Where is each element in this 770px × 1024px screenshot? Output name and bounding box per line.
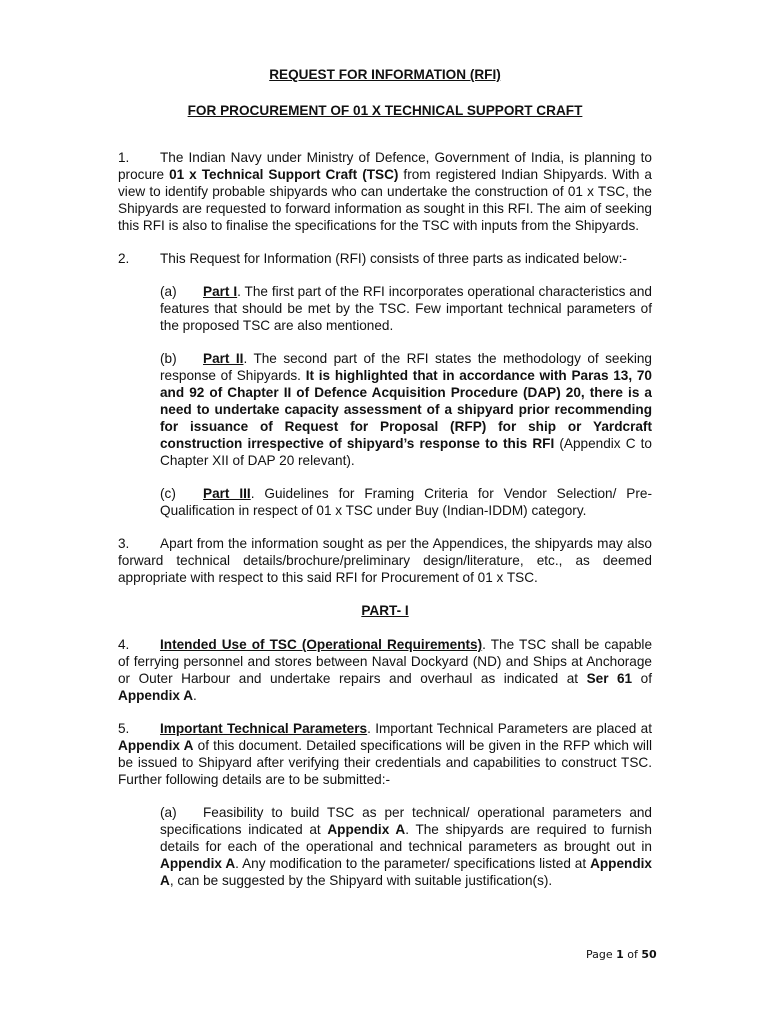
paragraph-4: 4. Intended Use of TSC (Operational Requirements). The TSC shall be capable of ferrying personnel and stores between Naval Dockyard (ND) and Ships at Anchorage or Outer Harbour and undertake repairs and overhaul as indicated at Ser 61 of Appendix A. xyxy=(118,637,653,703)
paragraph-1: 1. The Indian Navy under Ministry of Defence, Government of India, is planning to procure 01 x Technical Support Craft (TSC) from registered Indian Shipyards. With a view to identify probable shipyards who can undertake the construction of 01 x TSC, the Shipyards are requested to forward information as sought in this RFI. The aim of seeking this RFI is also to finalise the specifications for the TSC with inputs from the Shipyards. xyxy=(118,150,652,233)
current-page: 1 xyxy=(616,948,624,961)
subparagraph-2b: (b) Part II. The second part of the RFI states the methodology of seeking response of Shipyards. It is highlighted that in accordance with Paras 13, 70 and 92 of Chapter II of Defence Acquisition Procedure (DAP) 20, there is a need to undertake capacity assessment of a shipyard prior recommending for issuance of Request for Proposal (RFP) for ship or Yardcraft construction irrespective of shipyard’s response to this RFI (Appendix C to Chapter XII of DAP 20 relevant). xyxy=(160,351,652,468)
paragraph-5-heading: Important Technical Parameters xyxy=(160,721,368,736)
paragraph-4-heading: Intended Use of TSC (Operational Requirements) xyxy=(160,637,483,652)
paragraph-number: 5. xyxy=(118,721,130,736)
document-title: REQUEST FOR INFORMATION (RFI) xyxy=(269,67,501,82)
document-subtitle: FOR PROCUREMENT OF 01 X TECHNICAL SUPPORT CRAFT xyxy=(187,103,583,118)
total-pages: 50 xyxy=(641,948,657,961)
subparagraph-5a: (a) Feasibility to build TSC as per technical/ operational parameters and specifications indicated at Appendix A. The shipyards are required to furnish details for each of the operational and technical parameters as brought out in Appendix A. Any modification to the parameter/ specifications listed at Appendix A, can be suggested by the Shipyard with suitable justification(s). xyxy=(160,805,652,888)
paragraph-3: 3. Apart from the information sought as per the Appendices, the shipyards may also forward technical details/brochure/preliminary design/literature, etc., as deemed appropriate with respect to this said RFI for Procurement of 01 x TSC. xyxy=(118,536,652,585)
document-body xyxy=(118,66,652,905)
section-heading-part-i: PART- I xyxy=(361,603,409,618)
part-i-heading: Part I xyxy=(203,284,238,299)
paragraph-number: 2. xyxy=(118,251,130,266)
page-number-footer: Page 1 of 50 xyxy=(586,948,657,961)
paragraph-number: 3. xyxy=(118,536,130,551)
subparagraph-2a: (a) Part I. The first part of the RFI incorporates operational characteristics and features that should be met by the TSC. Few important technical parameters of the proposed TSC are also mentioned. xyxy=(160,284,652,333)
paragraph-number: 1. xyxy=(118,150,130,165)
part-ii-heading: Part II xyxy=(203,351,244,366)
subparagraph-2c: (c) Part III. Guidelines for Framing Criteria for Vendor Selection/ Pre-Qualification in respect of 01 x TSC under Buy (Indian-IDDM) category. xyxy=(160,486,652,518)
part-iii-heading: Part III xyxy=(203,486,251,501)
highlighted-text: It is highlighted that in accordance with Paras 13, 70 and 92 of Chapter II of Defence Acquisition Procedure (DAP) 20, there is a need to undertake capacity assessment of a shipyard prior recommending for issuance of Request for Proposal (RFP) for ship or Yardcraft construction irrespective of shipyard’s response to this RFI xyxy=(160,368,652,451)
paragraph-5: 5. Important Technical Parameters. Important Technical Parameters are placed at Appendix A of this document. Detailed specifications will be given in the RFP which will be issued to Shipyard after verifying their credentials and capabilities to construct TSC. Further following details are to be submitted:- xyxy=(118,721,652,787)
paragraph-number: 4. xyxy=(118,637,130,652)
paragraph-2: 2. This Request for Information (RFI) consists of three parts as indicated below:- xyxy=(118,251,627,266)
